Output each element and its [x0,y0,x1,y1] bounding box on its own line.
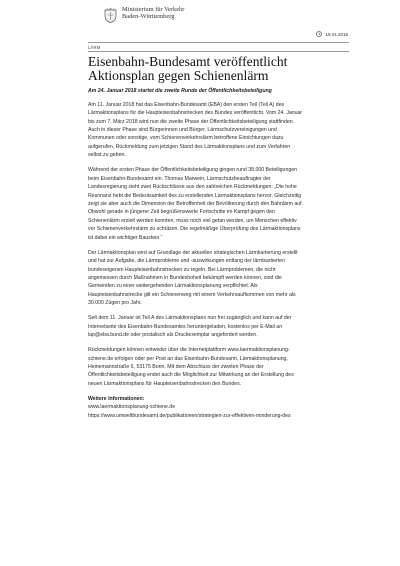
divider-top [88,42,349,43]
state-crest-icon [104,7,117,23]
article-content [88,55,350,420]
article-title: Eisenbahn-Bundesamt veröffentlicht Aktionsplan gegen Schienenlärm [88,54,288,84]
link-laermaktionsplanung[interactable]: www.laermaktionsplanung-schiene.de [88,404,176,411]
article-subtitle: Am 24. Januar 2018 startet die zweite Runde der Öffentlichkeitsbeteiligung [88,87,272,94]
ministry-logo[interactable] [104,6,184,23]
link-umweltbundesamt[interactable]: https://www.umweltbundesamt.de/publikationen/strategien-zur-effektiven-minderung-des [88,412,291,419]
article-paragraph: Seit dem 11. Januar ist Teil A des Lärmaktionsplans nun frei zugänglich und kann auf der Internetseite des Eisenbahn-Bundesamtes heruntergeladen, kostenlos per E-Mail an lap@eba.bund.de oder postalisch als Druckexemplar angefordert werden. [88,315,292,339]
section-label: LÄRM [88,44,101,50]
article-paragraph: Der Lärmaktionsplan wird auf Grundlage der aktuellen strategischen Lärmkartierung erstellt und hat zur Aufgabe, die Lärmprobleme und -auswirkungen entlang der lärmkartierten bundeseigenen Haupteisenbahnstrecken zu regeln. Bei Lärmproblemen, die nicht angemessen durch Maßnahmen in Bundeshoheit bekämpft werden können, sind die Gemeinden zu einer weitergehenden Lärmaktionsplanung verpflichtet. Als Haupteisenbahnstrecke gilt ein Schienenweg mit einem Verkehrsaufkommen von mehr als 30.000 Zügen pro Jahr. [88,249,298,307]
date-info [316,31,348,37]
article-paragraph: Rückmeldungen können entweder über die Internetplattform www.laermaktionsplanung- schiene.de erfolgen oder per Post an das Eisenbahn-Bundesamt, Lärmaktionsplanung, Heinemannstraße 6, 53175 Bonn. Mit dem Abschluss der zweiten Phase der Öffentlichkeitsbeteiligung endet auch die Möglichkeit zur Mitwirkung an der Erstellung des neuen Lärmaktionsplans für Haupteisenbahnstrecken des Bundes. [88,347,294,387]
article-paragraph: Während der ersten Phase der Öffentlichkeitsbeteiligung gingen rund 38.000 Beteiligungen beim Eisenbahn-Bundesamt ein. Thomas Marwein, Lärmschutzbeauftragter der Landesregierung zieht zwei Rückschlüsse aus den zahlreichen Rückmeldungen: „Die hohe Resonanz hebt die Bedeutsamkeit des zu erstellenden Lärmaktionsplans hervor. Gleichzeitig zeigt sie aber auch die Dimension der Betroffenheit der Bevölkerung durch den Bahnlärm auf. Obwohl gerade in jüngerer Zeit begrüßenswerte Fortschritte im Kampf gegen den Schienenlärm erzielt werden konnten, muss noch viel getan werden, um Menschen effektiv vor Schienenverkehrslärm zu schützen. Die regelmäßige Überprüfung des Lärmaktionsplans ist dabei ein wichtiger Baustein.“ [88,167,304,241]
logo-text [122,6,184,21]
article-paragraph: Am 11. Januar 2018 hat das Eisenbahn-Bundesamt (EBA) den ersten Teil (Teil A) des Lärmaktionsplans für die Haupteisenbahnstrecken des Bundes veröffentlicht. Vom 24. Januar bis zum 7. März 2018 wird nun die zweite Phase der Öffentlichkeitsbeteiligung stattfinden. Auch in dieser Phase sind Bürgerinnen und Bürger, Lärmschutzvereinigungen und Kommunen oder sonstige, vom Schienenverkehrslärm betroffene Einrichtungen dazu aufgerufen, Rückmeldung zum jetzigen Stand des Lärmaktionsplans und zum Verfahren selbst zu geben. [88,101,303,159]
logo-line-ministry: Ministerium für Verkehr [122,6,185,13]
clock-icon [316,31,322,37]
logo-line-state: Baden-Württemberg [122,13,175,21]
divider-section [88,51,349,52]
publish-date: 18.01.2018 [325,31,348,37]
further-info-heading: Weitere Informationen: [88,395,145,402]
